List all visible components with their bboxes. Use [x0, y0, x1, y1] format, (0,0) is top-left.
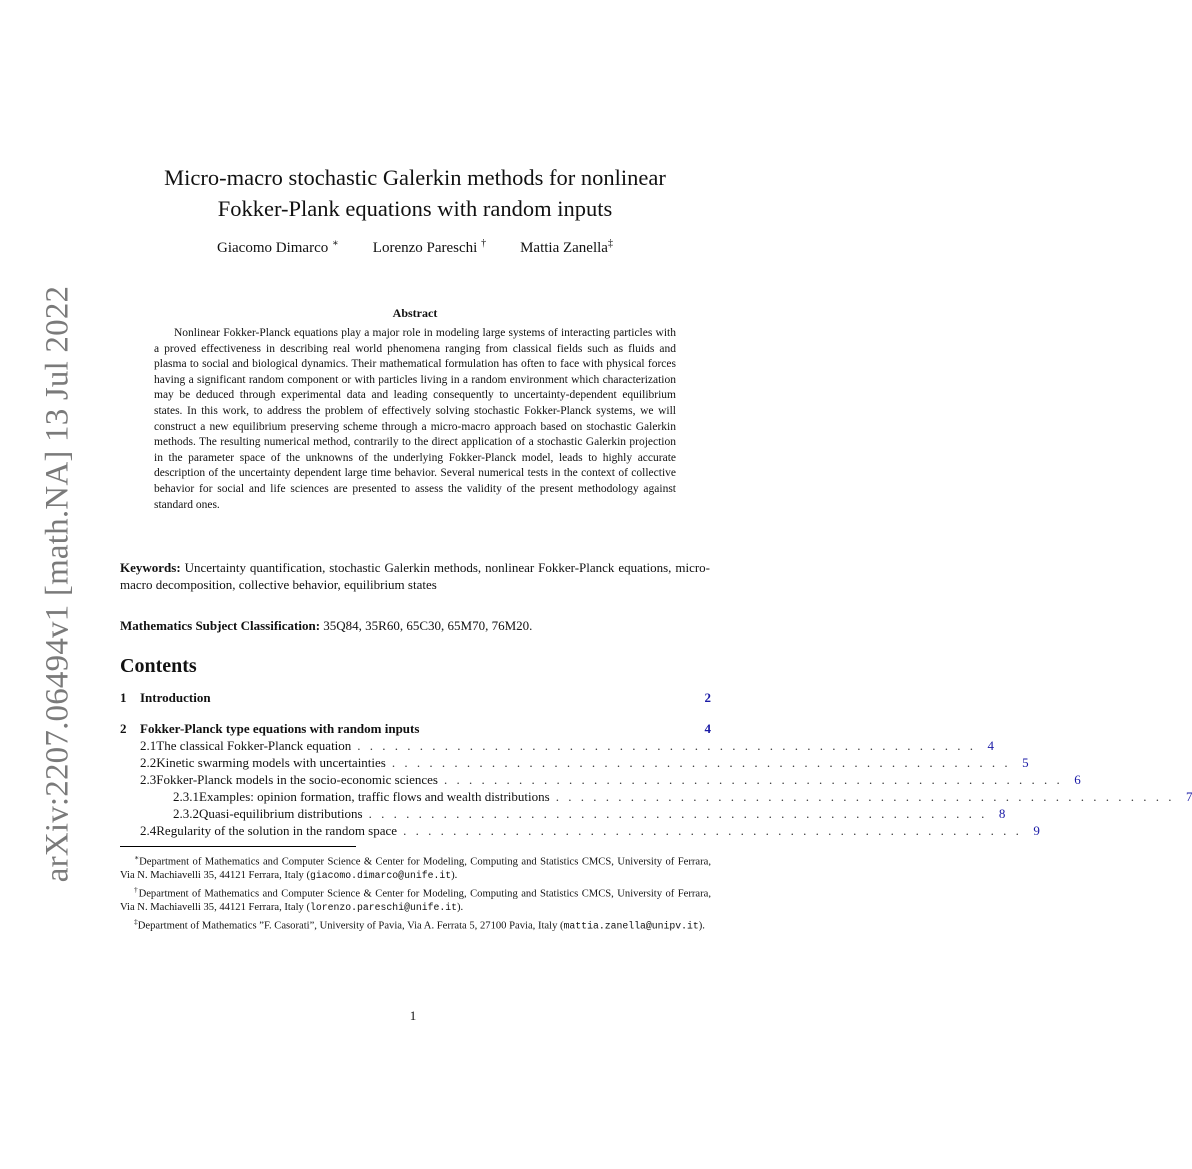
toc-leader-dots: . . . . . . . . . . . . . . . . . . . . . . . . . . . . . . . . . . . . . . . . . . . . . . . . . . — [357, 738, 977, 753]
toc-label: Fokker-Planck models in the socio-economic sciences — [156, 772, 438, 787]
toc-number: 2 — [120, 721, 127, 736]
page-number: 1 — [409, 1008, 417, 1023]
author-2 — [373, 238, 486, 257]
toc-number: 2.4 — [140, 823, 157, 838]
title-line-2: Fokker-Plank equations with random inputs — [217, 196, 613, 221]
toc-leader-dots: . . . . . . . . . . . . . . . . . . . . . . . . . . . . . . . . . . . . . . . . . . . . . . . . . . — [403, 823, 1022, 838]
footnote-end: ). — [456, 902, 464, 914]
toc-leader-dots: . . . . . . . . . . . . . . . . . . . . . . . . . . . . . . . . . . . . . . . . . . . . . . . . . . — [391, 755, 1011, 770]
toc-number: 2.1 — [140, 738, 157, 753]
toc-entry-introduction[interactable] — [120, 689, 711, 706]
footnote-email[interactable]: lorenzo.pareschi@unife.it — [310, 902, 457, 914]
toc-entry-regularity[interactable] — [120, 822, 1040, 839]
toc-page-link[interactable]: 6 — [1074, 772, 1081, 787]
toc-page-link[interactable]: 7 — [1185, 789, 1192, 804]
toc-page-link[interactable]: 4 — [987, 738, 995, 753]
footnote-2 — [120, 883, 711, 915]
toc-entry-socio-economic[interactable] — [120, 771, 1081, 788]
toc-page-link[interactable]: 5 — [1022, 755, 1029, 770]
author-name: Lorenzo Pareschi — [372, 240, 478, 256]
toc-page-link[interactable]: 2 — [704, 690, 711, 705]
footnote-text: Department of Mathematics ”F. Casorati”, University of Pavia, Via A. Ferrata 5, 27100 Pavia, Italy ( — [137, 920, 564, 932]
msc-classification — [120, 617, 710, 634]
author-name: Mattia Zanella — [520, 240, 608, 256]
toc-label: Fokker-Planck type equations with random inputs — [140, 721, 420, 736]
toc-entry-fokker-planck[interactable] — [120, 720, 711, 737]
author-list — [120, 238, 710, 257]
toc-label: Kinetic swarming models with uncertainties — [156, 755, 386, 770]
toc-label: The classical Fokker-Planck equation — [156, 738, 352, 753]
table-of-contents — [120, 689, 1192, 839]
toc-page-link[interactable]: 9 — [1033, 823, 1040, 838]
msc-text: 35Q84, 35R60, 65C30, 65M70, 76M20. — [323, 618, 533, 633]
toc-entry-examples[interactable] — [120, 788, 1192, 805]
footnote-mark: ∗ — [134, 853, 140, 862]
footnote-1 — [120, 851, 711, 883]
footnote-mark: † — [134, 885, 139, 895]
keywords-text: Uncertainty quantification, stochastic Galerkin methods, nonlinear Fokker-Planck equations, micro-macro decomposition, collective behavior, equilibrium states — [120, 560, 710, 592]
author-mark: ‡ — [607, 238, 613, 249]
title-line-1: Micro-macro stochastic Galerkin methods for nonlinear — [164, 165, 666, 190]
keywords — [120, 559, 710, 593]
toc-label: Examples: opinion formation, traffic flows and wealth distributions — [199, 789, 550, 804]
keywords-label: Keywords: — [120, 560, 181, 575]
toc-entry-swarming[interactable] — [120, 754, 1029, 771]
toc-number: 2.3.1 — [173, 789, 199, 804]
footnote-rule — [120, 846, 356, 847]
author-name: Giacomo Dimarco — [217, 240, 329, 256]
footnotes — [120, 851, 711, 934]
footnote-mark: ‡ — [134, 917, 138, 927]
toc-number: 1 — [120, 690, 127, 705]
author-1 — [217, 238, 339, 257]
toc-number: 2.3.2 — [173, 806, 199, 821]
toc-label: Introduction — [140, 690, 211, 705]
toc-entry-quasi-equilibrium[interactable] — [120, 805, 1006, 822]
contents-heading: Contents — [120, 655, 197, 677]
toc-page-link[interactable]: 8 — [998, 806, 1006, 821]
author-mark: † — [481, 238, 487, 249]
footnote-email[interactable]: mattia.zanella@unipv.it — [563, 920, 699, 932]
footnote-text: Department of Mathematics and Computer Science & Center for Modeling, Computing and Statistics CMCS, University of Ferrara, Via N. Machiavelli 35, 44121 Ferrara, Italy ( — [120, 856, 711, 882]
toc-leader-dots: . . . . . . . . . . . . . . . . . . . . . . . . . . . . . . . . . . . . . . . . . . . . . . . . . . — [555, 789, 1175, 804]
toc-label: Regularity of the solution in the random space — [156, 823, 398, 838]
toc-number: 2.3 — [140, 772, 157, 787]
toc-leader-dots: . . . . . . . . . . . . . . . . . . . . . . . . . . . . . . . . . . . . . . . . . . . . . . . . . . — [443, 772, 1063, 787]
toc-leader-dots: . . . . . . . . . . . . . . . . . . . . . . . . . . . . . . . . . . . . . . . . . . . . . . . . . . — [368, 806, 988, 821]
abstract-body: Nonlinear Fokker-Planck equations play a major role in modeling large systems of interacting particles with a proved effectiveness in describing real world phenomena ranging from classical fields such as fluids and plasma to social and biological dynamics. Their mathematical formulation has often to face with physical forces having a significant random component or with particles living in a random environment which characterization may be deduced through experimental data and leading consequently to uncertainty-dependent equilibrium states. In this work, to address the problem of effectively solving stochastic Fokker-Planck systems, we will construct a new equilibrium preserving scheme through a micro-macro approach based on stochastic Galerkin methods. The resulting numerical method, contrarily to the direct application of a stochastic Galerkin projection in the parameter space of the unknowns of the underlying Fokker-Planck model, leads to highly accurate description of the uncertainty dependent large time behavior. Several numerical tests in the context of collective behavior for social and life sciences are presented to assess the validity of the present methodology against standard ones. — [154, 327, 676, 511]
toc-entry-classical-fp[interactable] — [120, 737, 995, 754]
author-mark: ∗ — [331, 238, 339, 249]
toc-number: 2.2 — [140, 755, 157, 770]
footnote-end: ). — [698, 920, 705, 932]
footnote-text: Department of Mathematics and Computer Science & Center for Modeling, Computing and Statistics CMCS, University of Ferrara, Via N. Machiavelli 35, 44121 Ferrara, Italy ( — [120, 888, 711, 914]
toc-gap — [120, 706, 711, 720]
footnote-end: ). — [451, 870, 458, 882]
footnote-email[interactable]: giacomo.dimarco@unife.it — [310, 870, 452, 882]
arxiv-stamp: arXiv:2207.06494v1 [math.NA] 13 Jul 2022 — [39, 285, 76, 883]
msc-label: Mathematics Subject Classification: — [120, 618, 321, 633]
toc-page-link[interactable]: 4 — [704, 721, 711, 736]
author-3 — [520, 238, 613, 257]
paper-title — [120, 162, 710, 224]
toc-label: Quasi-equilibrium distributions — [199, 806, 363, 821]
abstract-heading: Abstract — [392, 306, 438, 320]
footnote-3 — [120, 915, 711, 933]
